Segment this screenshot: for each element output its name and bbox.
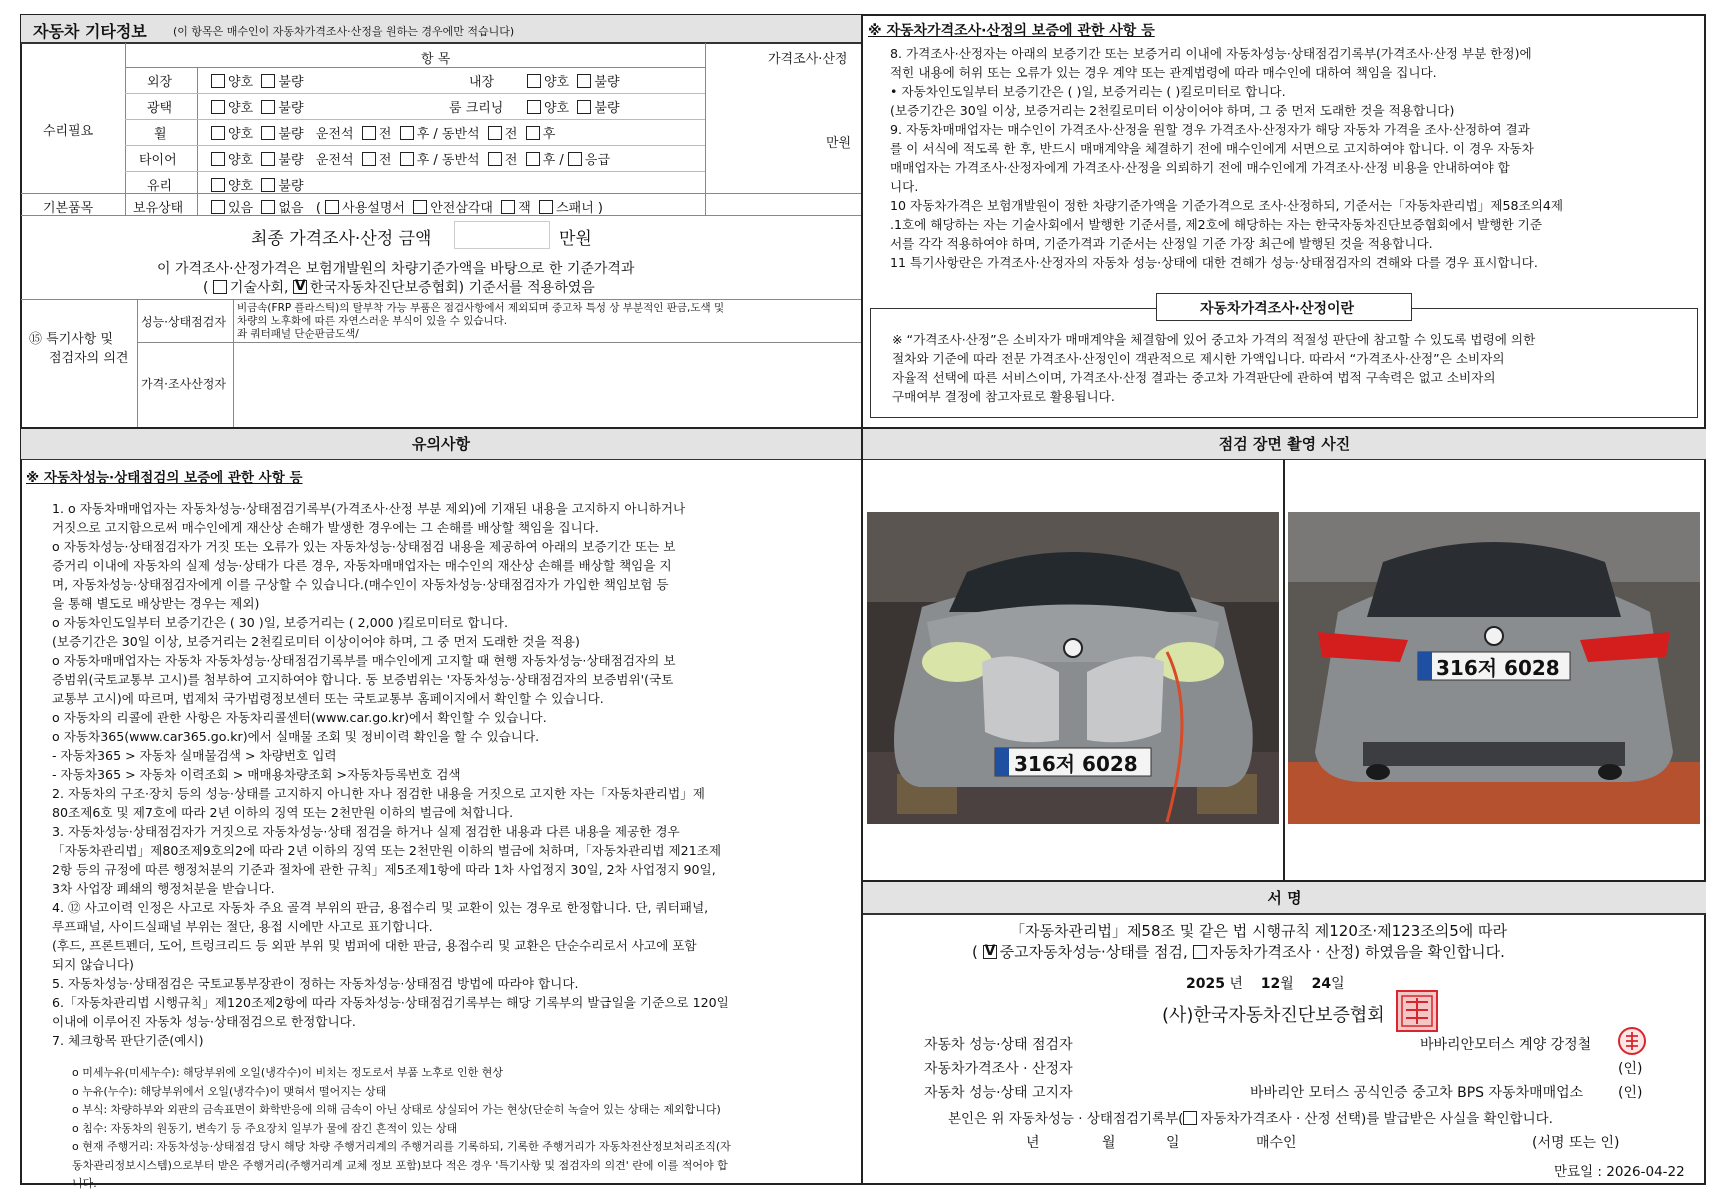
exterior-bad-checkbox[interactable] xyxy=(261,74,275,88)
notes-line: ο 자동차인도일부터 보증기간은 ( 30 )일, 보증거리는 ( 2,000 )킬로미터로 합니다. xyxy=(52,615,508,630)
wheel-driver-rear-checkbox[interactable] xyxy=(400,126,414,140)
row-room-cleaning: 룸 크리닝 xyxy=(449,101,504,116)
performance-check-checkbox[interactable] xyxy=(983,945,997,959)
sign-month: 12 xyxy=(1260,976,1281,992)
row-glass: 유리 xyxy=(147,179,173,194)
tire-driver-front-checkbox[interactable] xyxy=(362,152,376,166)
row-tire: 타이어 xyxy=(139,153,177,168)
sign-header: 서 명 xyxy=(863,882,1706,914)
notes-line: 루프패널, 사이드실패널 부위는 절단, 용접 시에만 사고로 표기합니다. xyxy=(52,919,433,934)
exterior-good-checkbox[interactable] xyxy=(211,74,225,88)
photos-header: 점검 장면 촬영 사진 xyxy=(863,429,1706,460)
interior-good-checkbox[interactable] xyxy=(527,74,541,88)
row-basic-status: 보유상태 xyxy=(133,201,184,216)
appraiser-label: 가격·조사산정자 xyxy=(141,377,226,391)
appraisal-term-line: 매매업자는 가격조사·산정자에게 가격조사·산정을 의뢰하기 전에 매수인에게 가격조사·산정 비용을 안내하여야 합 xyxy=(890,160,1510,175)
tire-passenger-front-checkbox[interactable] xyxy=(488,152,502,166)
notes-line: 4. ⑫ 사고이력 인정은 사고로 자동차 주요 골격 부위의 판금, 용접수리 및 교환이 있는 경우로 한정합니다. 단, 쿼터패널, xyxy=(52,900,709,915)
buyer-label: 매수인 xyxy=(1256,1135,1297,1151)
notes-line: 며, 자동차성능·상태점검자에게 이를 구상할 수 있습니다.(매수인이 자동차성능·상태점검자가 가입한 책임보험 등 xyxy=(52,577,669,592)
sign-day: 24 xyxy=(1311,976,1332,992)
org-seal-icon xyxy=(1396,990,1438,1032)
appraisal-def-title: 자동차가격조사·산정이란 xyxy=(1200,301,1355,317)
row1-value: 바바리안모터스 계양 강정철 xyxy=(1420,1037,1592,1053)
appraisal-term-line: 9. 자동차매매업자는 매수인이 가격조사·산정을 원할 경우 가격조사·산정자가 해당 자동차 가격을 조사·산정하여 결과 xyxy=(890,122,1530,137)
basis-line: 이 가격조사·산정가격은 보험개발원의 차량기준가액을 바탕으로 한 기준가격과 xyxy=(157,261,635,277)
appraisal-term-line: 8. 가격조사·산정자는 아래의 보증기간 또는 보증거리 이내에 자동차성능·상태점검기록부(가격조사·산정 부분 한정)에 xyxy=(890,46,1532,61)
gloss-bad-checkbox[interactable] xyxy=(261,100,275,114)
notes-line: 증범위(국토교통부 고시)를 첨부하여 고지하여야 합니다. 동 보증범위는 '자동차성능·상태점검자의 보증범위'(국토 xyxy=(52,672,674,687)
inspector-label: 성능·상태점검자 xyxy=(141,315,226,329)
notes-line: (후드, 프론트펜더, 도어, 트렁크리드 등 외판 부위 및 범퍼에 대한 판금, 용접수리 및 교환은 단순수리로서 사고에 포함 xyxy=(52,938,697,953)
front-plate: 316저 6028 xyxy=(1014,752,1138,776)
sign-org: (사)한국자동차진단보증협회 xyxy=(1162,1005,1385,1026)
inspector-note-1: 비금속(FRP 플라스틱)의 탈부착 가능 부품은 점검사항에서 제외되며 중고차 특성 상 부분적인 판금,도색 및 xyxy=(237,302,725,314)
receipt-day: 일 xyxy=(1166,1135,1180,1151)
glass-good-checkbox[interactable] xyxy=(211,178,225,192)
receipt-appraisal-checkbox[interactable] xyxy=(1183,1111,1197,1125)
notes-line: 교통부 고시)에 따르며, 법제처 국가법령정보센터 또는 국토교통부 홈페이지에서 확인할 수 있습니다. xyxy=(52,691,604,706)
row3-label: 자동차 성능·상태 고지자 xyxy=(924,1085,1073,1101)
notes-header: 유의사항 xyxy=(21,429,861,460)
expiry-date: 만료일 : 2026-04-22 xyxy=(1554,1164,1685,1180)
tire-driver-rear-checkbox[interactable] xyxy=(400,152,414,166)
tire-bad-checkbox[interactable] xyxy=(261,152,275,166)
wheel-bad-checkbox[interactable] xyxy=(261,126,275,140)
appraisal-term-line: 니다. xyxy=(890,179,919,194)
appraisal-heading: ※ 자동차가격조사·산정의 보증에 관한 사항 등 xyxy=(868,23,1155,39)
inspector-note-3: 좌 쿼터패널 단순판금도색/ xyxy=(237,328,359,340)
front-car-photo xyxy=(867,512,1279,824)
row-exterior: 외장 xyxy=(147,75,173,90)
criteria-line: ο 침수: 자동차의 원동기, 변속기 등 주요장치 일부가 물에 잠긴 흔적이 있는 상태 xyxy=(72,1121,458,1135)
notes-line: - 자동차365 > 자동차 이력조회 > 매매용차량조회 >자동차등록번호 검색 xyxy=(52,767,461,782)
appraisal-term-line: .1호에 해당하는 자는 기술사회에서 발행한 기준서를, 제2호에 해당하는 자는 한국자동차진단보증협회에서 발행한 기준 xyxy=(890,217,1543,232)
group-repair: 수리필요 xyxy=(43,124,94,139)
row-interior: 내장 xyxy=(469,75,495,90)
notes-line: 1. ο 자동차매매업자는 자동차성능·상태점검기록부(가격조사·산정 부분 제외)에 기재된 내용을 고지하지 아니하거나 xyxy=(52,501,686,516)
criteria-line: ο 누유(누수): 해당부위에서 오일(냉각수)이 맺혀서 떨어지는 상태 xyxy=(72,1084,387,1098)
receipt-year: 년 xyxy=(1026,1135,1040,1151)
tech-society-checkbox[interactable] xyxy=(213,280,227,294)
receipt-month: 월 xyxy=(1102,1135,1116,1151)
criteria-line: 동차관리정보시스템)으로부터 받은 주행거리(주행거리계 교체 정보 포함)보다 적은 경우 '특기사항 및 점검자의 의견' 란에 이를 적어야 합 xyxy=(72,1158,728,1172)
room-good-checkbox[interactable] xyxy=(527,100,541,114)
vehicle-extra-info: 자동차 기타정보 (이 항목은 매수인이 자동차가격조사·산정을 원하는 경우에만 적습니다) 항 목 가격조사·산정 수리필요 기본품목 만원 외장 광택 휠 타이어 유리 보유상태 양호 불량 내장 양호 불량 양호 불량 룸 크리닝 양호 불량 양호 불량 운전석 전 후 / 동반석 전 후 양호 불량 운전석 전 후 / 동반석 전 후 / 응급 양호 불량 있음 없음 ( 사용설명서 안전삼각대 잭 스패너 ) 최종 가격조사·산정 금액 만원 이 가격조사·산정가격은 보험개발원의 차량기준가액을 바탕으로 한 기준가격과 ( 기술사회, V 한국자동차진단보증협회) 기준서를 적용하였음 ⑮ 특기사항 및 점검자의 의견 성능·상태점검자 비금속(FRP 플라스틱)의 탈부착 가능 부품은 점검사항에서 제외되며 중고차 특성 상 부분적인 판금,도색 및 차량의 노후화에 따른 자연스러운 부식이 있을 수 있습니다. 좌 쿼터패널 단순판금도색/ 가격·조사산정자 xyxy=(21,15,861,427)
notes-criteria xyxy=(72,1064,731,1194)
notes-line: ο 자동차성능·상태점검자가 거짓 또는 오류가 있는 자동차성능·상태점검 내용을 제공하여 아래의 보증기간 또는 보 xyxy=(52,539,676,554)
appraisal-terms xyxy=(890,44,1563,272)
notes-line: 6.「자동차관리법 시행규칙」제120조제2항에 따라 자동차성능·상태점검기록부는 해당 기록부의 발급일을 기준으로 120일 xyxy=(52,995,729,1010)
row3-seal: (인) xyxy=(1618,1085,1643,1101)
appraisal-def-line: 절차와 기준에 따라 전문 가격조사·산정인이 객관적으로 제시한 가액입니다. 따라서 “가격조사·산정”은 소비자의 xyxy=(892,351,1505,366)
notes-line: 5. 자동차성능·상태점검은 국토교통부장관이 정하는 자동차성능·상태점검 방법에 따라야 합니다. xyxy=(52,976,579,991)
buyer-sign: (서명 또는 인) xyxy=(1532,1135,1620,1151)
notes-line: 3차 사업장 폐쇄의 행정처분을 받습니다. xyxy=(52,881,275,896)
notes-line: 거짓으로 고지함으로써 매수인에게 재산상 손해가 발생한 경우에는 그 손해를 배상할 책임을 집니다. xyxy=(52,520,599,535)
inspector-seal-icon xyxy=(1617,1026,1647,1056)
row2-label: 자동차가격조사 · 산정자 xyxy=(924,1061,1073,1077)
tire-emergency-checkbox[interactable] xyxy=(568,152,582,166)
gloss-good-checkbox[interactable] xyxy=(211,100,225,114)
notes-line: ο 자동차매매업자는 자동차 자동차성능·상태점검기록부를 매수인에게 고지할 때 현행 자동차성능·상태점검자의 보 xyxy=(52,653,676,668)
wheel-good-checkbox[interactable] xyxy=(211,126,225,140)
appraisal-term-line: • 자동차인도일부터 보증기간은 ( )일, 보증거리는 ( )킬로미터로 합니다. xyxy=(890,84,1286,99)
tire-passenger-rear-checkbox[interactable] xyxy=(526,152,540,166)
row2-value: (인) xyxy=(1618,1061,1643,1077)
jack-checkbox[interactable] xyxy=(501,200,515,214)
notes-line: 이내에 이루어진 자동차 성능·상태점검으로 한정합니다. xyxy=(52,1014,356,1029)
notes-line: ο 자동차의 리콜에 관한 사항은 자동차리콜센터(www.car.go.kr)에서 확인할 수 있습니다. xyxy=(52,710,547,725)
row-wheel: 휠 xyxy=(154,127,167,142)
group-basic: 기본품목 xyxy=(43,201,94,216)
room-bad-checkbox[interactable] xyxy=(577,100,591,114)
notes-line: 증거리 이내에 자동차의 실제 성능·상태가 다른 경우, 자동차매매업자는 매수인의 재산상 손해를 배상할 책임을 지 xyxy=(52,558,672,573)
special-label-2: 점검자의 의견 xyxy=(49,351,129,366)
appraisal-term-line: 적힌 내용에 허위 또는 오류가 있는 경우 계약 또는 관계법령에 따라 매수인에 대하여 책임을 집니다. xyxy=(890,65,1437,80)
interior-bad-checkbox[interactable] xyxy=(577,74,591,88)
section-note: (이 항목은 매수인이 자동차가격조사·산정을 원하는 경우에만 적습니다) xyxy=(173,25,515,38)
row-gloss: 광택 xyxy=(147,101,173,116)
notes-list xyxy=(52,499,729,1050)
row3-value: 바바리안 모터스 공식인증 중고차 BPS 자동차매매업소 xyxy=(1250,1085,1584,1101)
criteria-line: 니다. xyxy=(72,1177,97,1190)
wheel-passenger-rear-checkbox[interactable] xyxy=(526,126,540,140)
col-price: 가격조사·산정 xyxy=(768,52,848,67)
notes-line: 80조제6호 및 제7호에 따라 2년 이하의 징역 또는 2천만원 이하의 벌금에 처합니다. xyxy=(52,805,514,820)
glass-bad-checkbox[interactable] xyxy=(261,178,275,192)
price-appraisal-checkbox[interactable] xyxy=(1193,945,1207,959)
tire-good-checkbox[interactable] xyxy=(211,152,225,166)
notes-line: 3. 자동차성능·상태점검자가 거짓으로 자동차성능·상태 점검을 하거나 실제 점검한 내용과 다른 내용을 제공한 경우 xyxy=(52,824,680,839)
notes-line: (보증기간은 30일 이상, 보증거리는 2천킬로미터 이상이어야 하며, 그 중 먼저 도래한 것을 적용) xyxy=(52,634,580,649)
appraisal-term-line: 10 자동차가격은 보험개발원이 정한 차량기준가액을 기준가격으로 조사·산정하되, 기준서는「자동차관리법」제58조의4제 xyxy=(890,198,1564,213)
notes-line: 7. 체크항목 판단기준(예시) xyxy=(52,1033,204,1048)
triangle-checkbox[interactable] xyxy=(413,200,427,214)
notes-heading: ※ 자동차성능·상태점검의 보증에 관한 사항 등 xyxy=(26,470,303,486)
appraisal-term-line: 11 특기사항란은 가격조사·산정자의 자동차 성능·상태에 대한 견해가 성능·상태점검자의 견해와 다를 경우 표시합니다. xyxy=(890,255,1538,270)
notes-line: 2항 등의 규정에 따른 행정처분의 기준과 절차에 관한 규칙」제5조제1항에 따라 1차 사업정지 30일, 2차 사업정지 90일, xyxy=(52,862,716,877)
sign-law-line: 「자동차관리법」제58조 및 같은 법 시행규칙 제120조·제123조의5에 따라 xyxy=(1010,922,1508,940)
basic-have-checkbox[interactable] xyxy=(211,200,225,214)
criteria-line: ο 부식: 차량하부와 외판의 금속표면이 화학반응에 의해 금속이 아닌 상태로 상실되어 가는 현상(단순히 녹슬어 있는 상태는 제외합니다) xyxy=(72,1103,721,1116)
wheel-passenger-front-checkbox[interactable] xyxy=(488,126,502,140)
appraisal-def-line: ※ “가격조사·산정”은 소비자가 매매계약을 체결함에 있어 중고차 가격의 적절성 판단에 참고할 수 있도록 법령에 의한 xyxy=(892,332,1536,347)
rear-plate: 316저 6028 xyxy=(1436,656,1560,680)
final-amount-input[interactable] xyxy=(454,221,550,249)
final-amount-label: 최종 가격조사·산정 금액 xyxy=(251,229,432,249)
wheel-driver-front-checkbox[interactable] xyxy=(362,126,376,140)
notes-line: 을 통해 별도로 배상받는 경우는 제외) xyxy=(52,596,260,611)
kadia-checkbox[interactable] xyxy=(293,280,307,294)
price-unit: 만원 xyxy=(826,136,852,151)
notes-line: 2. 자동차의 구조·장치 등의 성능·상태를 고지하지 아니한 자나 점검한 내용을 거짓으로 고지한 자는「자동차관리법」제 xyxy=(52,786,705,801)
sign-year: 2025 xyxy=(1186,976,1225,992)
notes-line: ο 자동차365(www.car365.go.kr)에서 실매물 조회 및 정비이력 확인을 할 수 있습니다. xyxy=(52,729,540,744)
appraisal-term-line: 서를 각각 적용하여야 하며, 기준가격과 기준서는 산정일 기준 가장 최근에 발행된 것을 적용합니다. xyxy=(890,236,1433,251)
col-item: 항 목 xyxy=(421,52,451,67)
spanner-checkbox[interactable] xyxy=(539,200,553,214)
notes-line: 「자동차관리법」제80조제9호의2에 따라 2년 이하의 징역 또는 2천만원 이하의 벌금에 처하며,「자동차관리법 제21조제 xyxy=(52,843,722,858)
manual-checkbox[interactable] xyxy=(325,200,339,214)
criteria-line: ο 미세누유(미세누수): 해당부위에 오일(냉각수)이 비치는 정도로서 부품 노후로 인한 현상 xyxy=(72,1066,503,1079)
row1-label: 자동차 성능·상태 점검자 xyxy=(924,1037,1073,1053)
appraisal-def-text xyxy=(892,330,1535,406)
criteria-line: ο 현재 주행거리: 자동차성능·상태점검 당시 해당 차량 주행거리계의 주행거리를 기록하되, 기록한 주행거리가 자동차전산정보처리조직(자 xyxy=(72,1140,731,1153)
appraisal-def-line: 자율적 선택에 따른 서비스이며, 가격조사·산정 결과는 중고차 가격판단에 관하여 법적 구속력은 없고 소비자의 xyxy=(892,370,1496,385)
inspector-note-2: 차량의 노후화에 따른 자연스러운 부식이 있을 수 있습니다. xyxy=(237,315,508,327)
special-label-1: ⑮ 특기사항 및 xyxy=(29,332,114,347)
appraisal-term-line: 를 이 서식에 적도록 한 후, 반드시 매매계약을 체결하기 전에 매수인에게 서면으로 고지하여야 합니다. 이 경우 자동차 xyxy=(890,141,1534,156)
appraisal-term-line: (보증기간은 30일 이상, 보증거리는 2천킬로미터 이상이어야 하며, 그 중 먼저 도래한 것을 적용합니다) xyxy=(890,103,1455,118)
notes-line: - 자동차365 > 자동차 실매물검색 > 차량번호 입력 xyxy=(52,748,337,763)
section-title: 자동차 기타정보 xyxy=(33,22,147,41)
final-amount-unit: 만원 xyxy=(559,229,592,249)
notes-line: 되지 않습니다) xyxy=(52,957,134,972)
basic-none-checkbox[interactable] xyxy=(261,200,275,214)
appraisal-def-line: 구매여부 결정에 참고자료로 활용됩니다. xyxy=(892,389,1115,404)
